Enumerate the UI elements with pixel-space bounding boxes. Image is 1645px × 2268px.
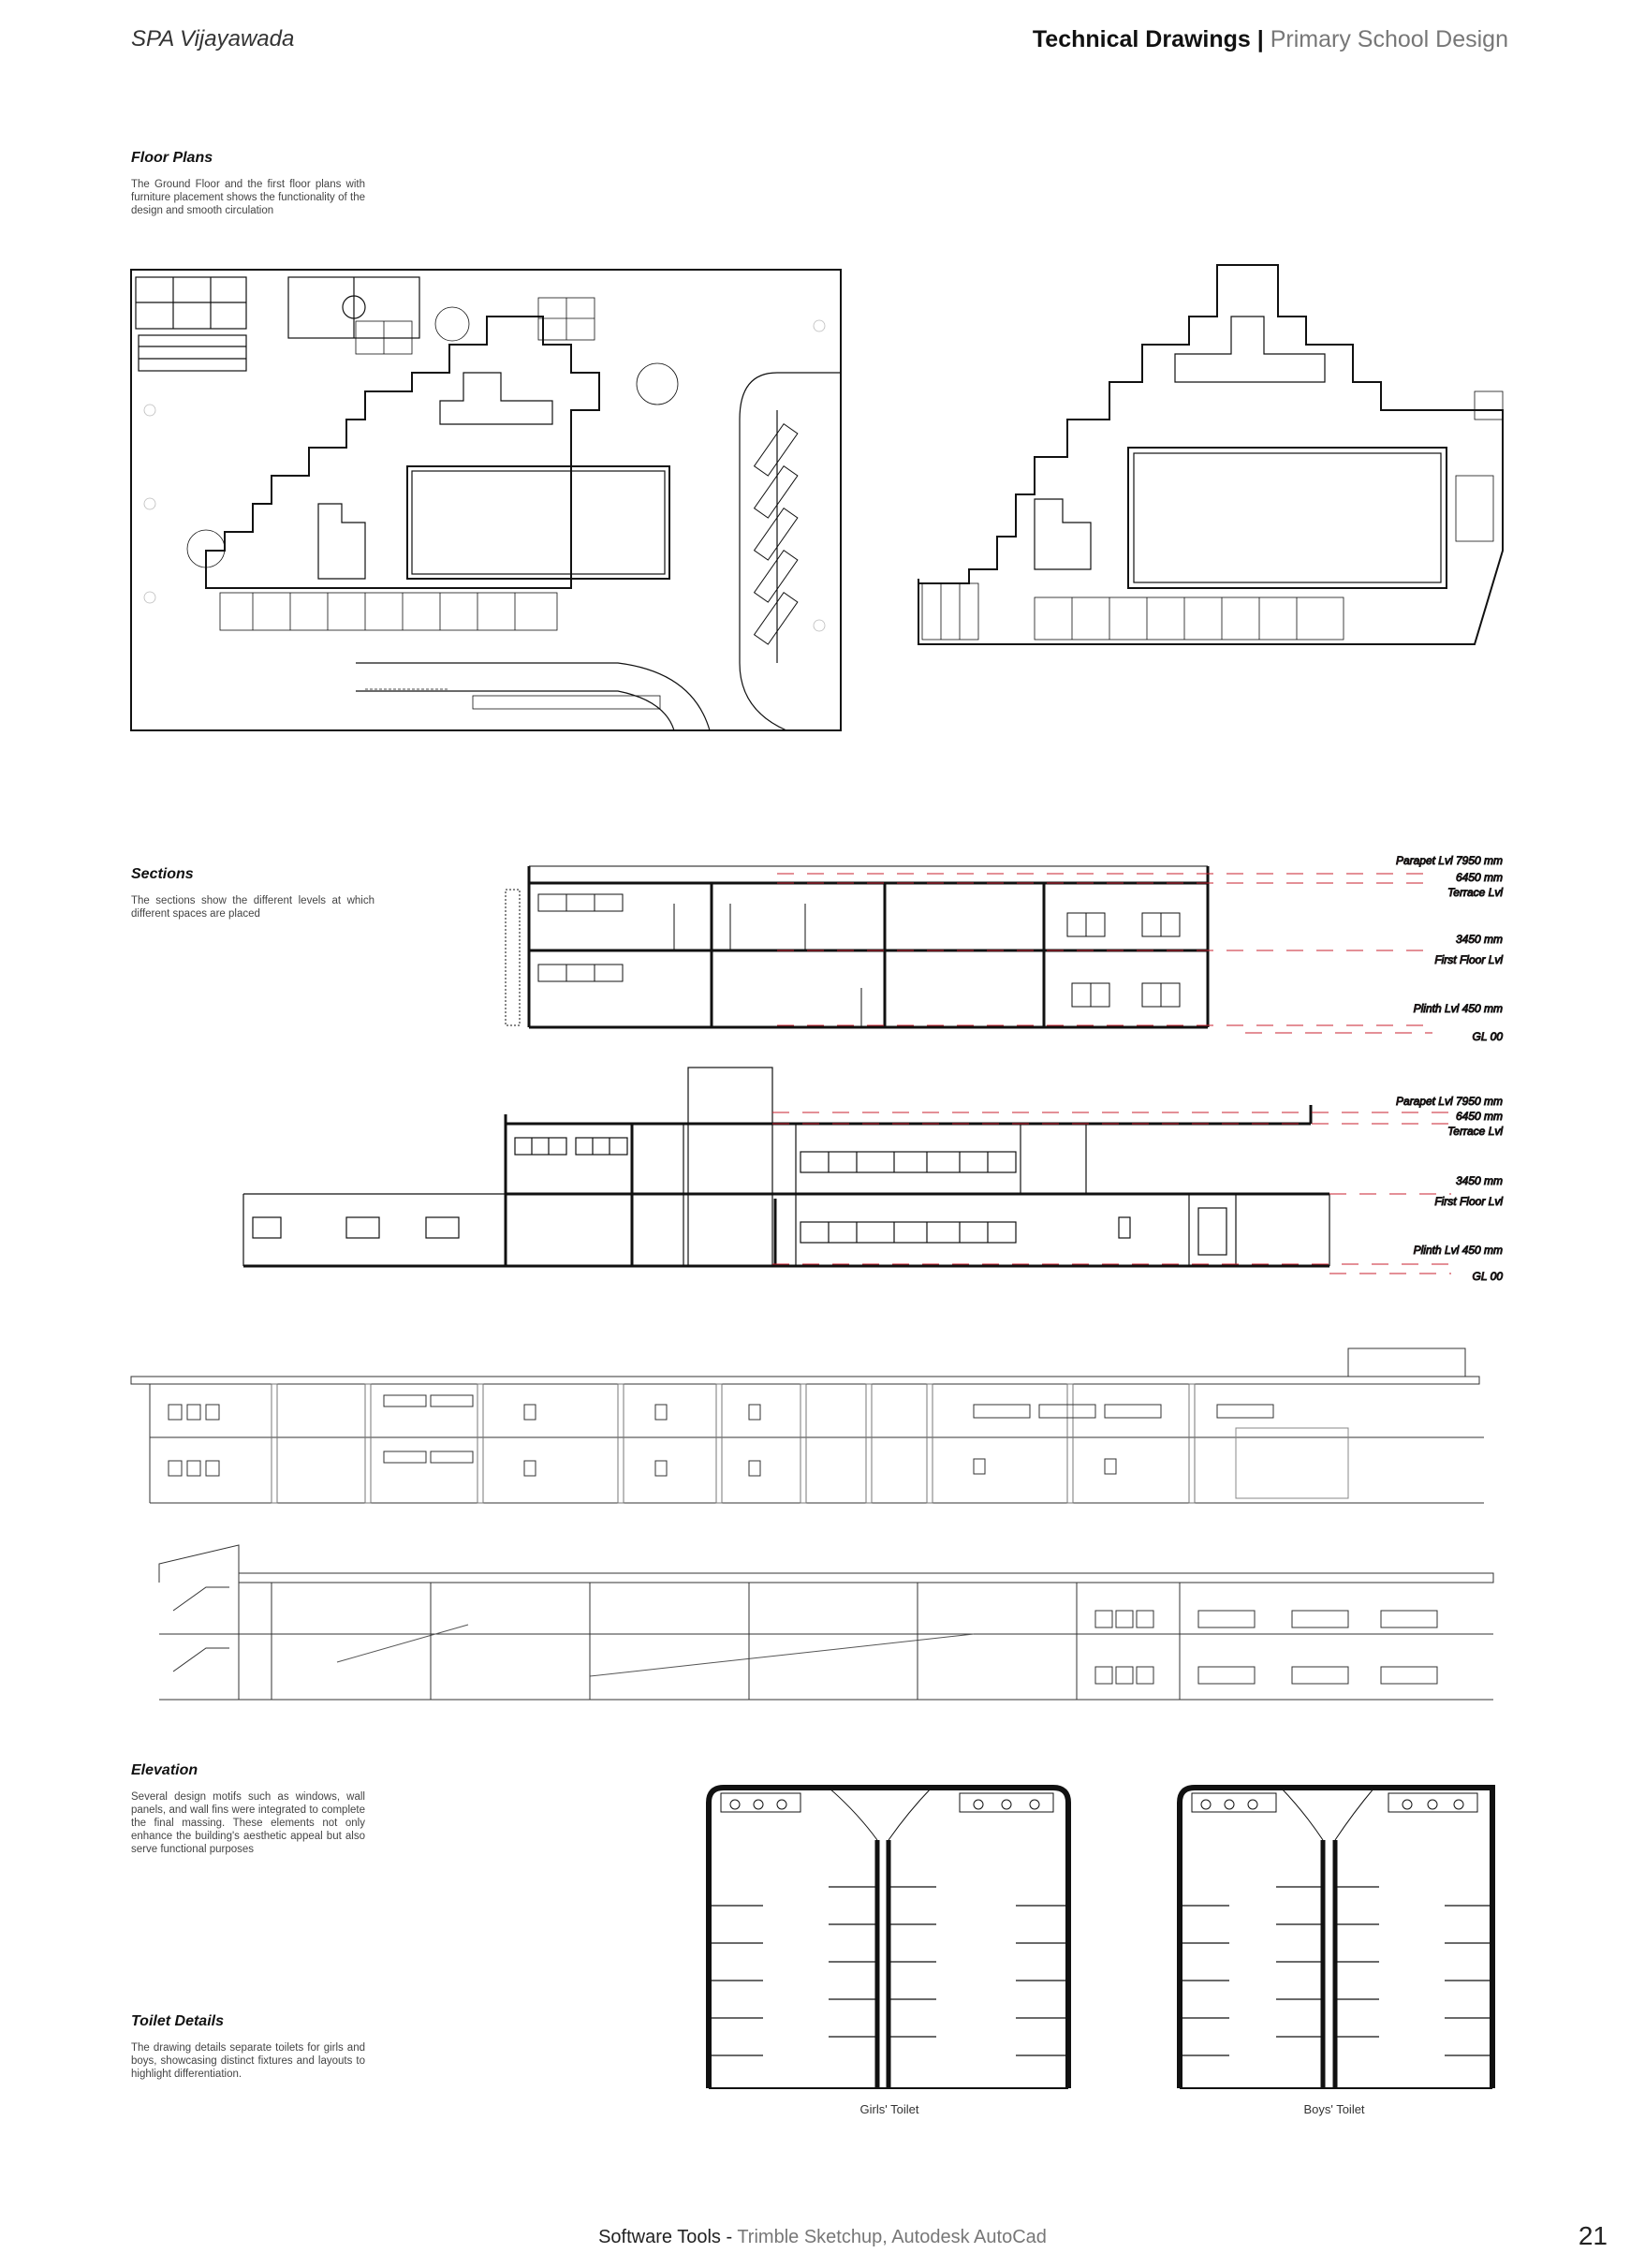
girls-toilet-plan	[707, 1784, 1072, 2093]
page-header	[1033, 26, 1508, 53]
first-floor-level-label-2: First Floor Lvl	[1434, 1195, 1503, 1208]
first-value-label: 3450 mm	[1455, 933, 1503, 946]
ground-level-label: GL 00	[1472, 1030, 1503, 1043]
floor-plans-title: Floor Plans	[131, 150, 213, 166]
rear-elevation	[150, 1536, 1517, 1704]
footer-label: Software Tools -	[598, 2227, 733, 2247]
girls-toilet-caption: Girls' Toilet	[859, 2102, 919, 2116]
sections-body: The sections show the different levels at which different spaces are placed	[131, 895, 375, 920]
terrace-value-label: 6450 mm	[1455, 871, 1503, 884]
section-drawing-2	[243, 1068, 1507, 1292]
front-elevation	[131, 1348, 1498, 1508]
ground-level-label-2: GL 00	[1472, 1270, 1503, 1283]
elevation-body: Several design motifs such as windows, wall panels, and wall fins were integrated to complete the final massing. These elements not only enhance the building's aesthetic appeal but also serve functional purposes	[131, 1791, 365, 1855]
terrace-level-label: Terrace Lvl	[1447, 886, 1503, 899]
page-number: 21	[1578, 2221, 1608, 2250]
parapet-level-label-2: Parapet Lvl 7950 mm	[1395, 1095, 1503, 1108]
plinth-level-label-2: Plinth Lvl 450 mm	[1413, 1244, 1503, 1257]
elevation-title: Elevation	[131, 1762, 198, 1778]
toilet-details-title: Toilet Details	[131, 2013, 224, 2029]
section-drawing	[496, 847, 1507, 1044]
first-floor-level-label: First Floor Lvl	[1434, 953, 1503, 966]
header-title: Technical Drawings	[1032, 26, 1251, 52]
sections-title: Sections	[131, 866, 194, 882]
first-floor-plan	[913, 260, 1512, 654]
header-separator: |	[1256, 26, 1264, 52]
ground-floor-plan	[131, 270, 843, 738]
first-value-label-2: 3450 mm	[1455, 1174, 1503, 1187]
footer-tools: Trimble Sketchup, Autodesk AutoCad	[737, 2227, 1047, 2247]
toilet-details-body: The drawing details separate toilets for girls and boys, showcasing distinct fixtures and layouts to highlight differentiation.	[131, 2042, 365, 2080]
institution-name: SPA Vijayawada	[131, 26, 295, 52]
plinth-level-label: Plinth Lvl 450 mm	[1413, 1002, 1503, 1015]
terrace-value-label-2: 6450 mm	[1455, 1110, 1503, 1123]
parapet-level-label: Parapet Lvl 7950 mm	[1395, 854, 1503, 867]
boys-toilet-plan	[1178, 1784, 1496, 2093]
footer	[0, 2227, 1645, 2248]
boys-toilet-caption: Boys' Toilet	[1303, 2102, 1365, 2116]
floor-plans-body: The Ground Floor and the first floor plans with furniture placement shows the functionality of the design and smooth circulation	[131, 179, 365, 216]
header-subtitle: Primary School Design	[1270, 26, 1508, 52]
terrace-level-label-2: Terrace Lvl	[1447, 1125, 1503, 1138]
